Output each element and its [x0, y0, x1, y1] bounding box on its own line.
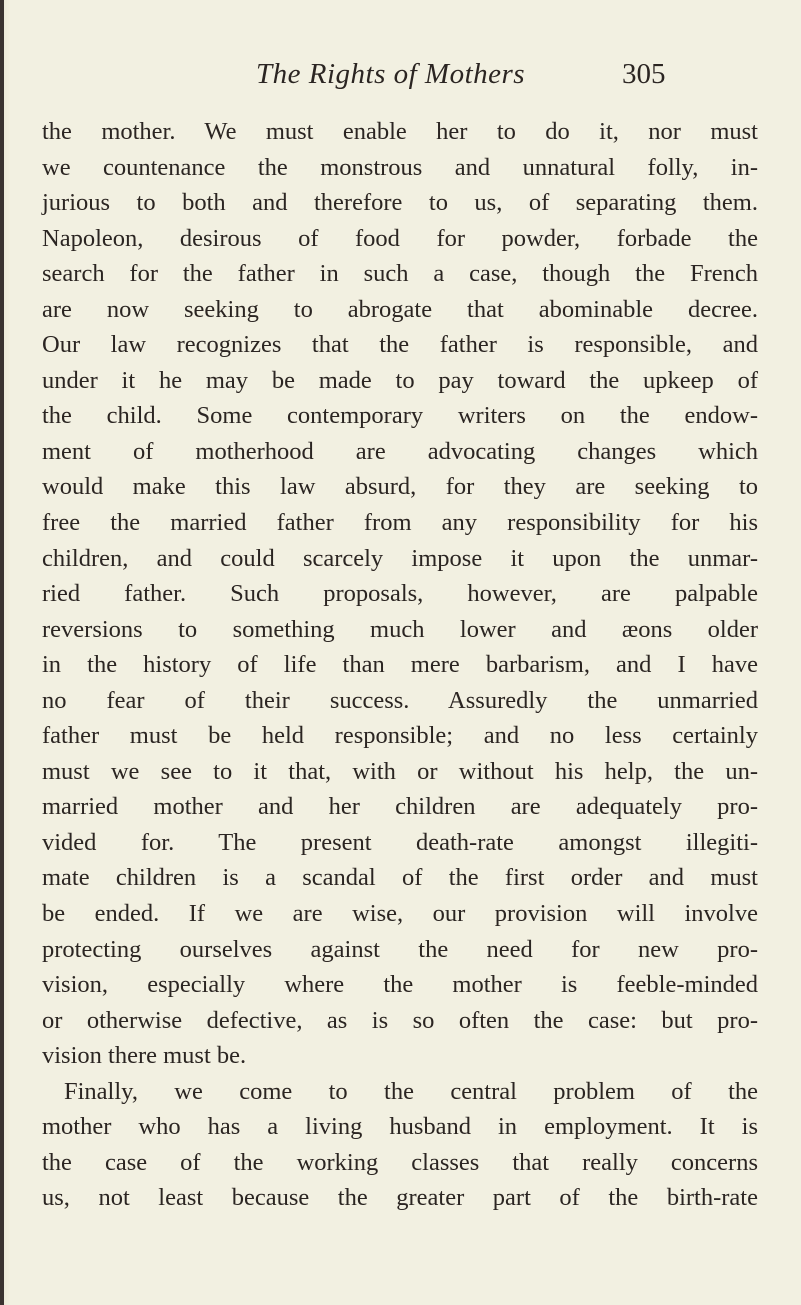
text-line: must we see to it that, with or without his help, the un-: [42, 757, 758, 785]
text-line: jurious to both and therefore to us, of separating them.: [42, 189, 758, 217]
text-line: in the history of life than mere barbarism, and I have: [42, 651, 758, 679]
text-line: or otherwise defective, as is so often the case: but pro-: [42, 1006, 758, 1034]
text-line: protecting ourselves against the need for new pro-: [42, 935, 758, 963]
text-line: are now seeking to abrogate that abominable decree.: [42, 295, 758, 323]
paragraph-first-line: Finally, we come to the central problem of the: [64, 1077, 758, 1105]
text-line: us, not least because the greater part of the birth-rate: [42, 1184, 758, 1212]
text-line: no fear of their success. Assuredly the unmarried: [42, 686, 758, 714]
body-text: [42, 114, 758, 1216]
page-number: 305: [622, 58, 666, 90]
text-line: reversions to something much lower and æons older: [42, 615, 758, 643]
running-head-title: The Rights of Mothers: [256, 58, 526, 90]
text-line: vided for. The present death-rate amongst illegiti-: [42, 828, 758, 856]
text-line: mother who has a living husband in employment. It is: [42, 1113, 758, 1141]
text-line: be ended. If we are wise, our provision will involve: [42, 900, 758, 928]
text-line: search for the father in such a case, though the French: [42, 260, 758, 288]
text-line: would make this law absurd, for they are seeking to: [42, 473, 758, 501]
text-line: children, and could scarcely impose it upon the unmar-: [42, 544, 758, 572]
text-line: ment of motherhood are advocating changes which: [42, 437, 758, 465]
text-line: ried father. Such proposals, however, are palpable: [42, 580, 758, 608]
text-line: the case of the working classes that really concerns: [42, 1148, 758, 1176]
text-line: mate children is a scandal of the first order and must: [42, 864, 758, 892]
text-line: the mother. We must enable her to do it, nor must: [42, 118, 758, 145]
paragraph-end-line: vision there must be.: [42, 1042, 247, 1070]
text-line: married mother and her children are adequately pro-: [42, 793, 758, 821]
page-binding-edge: [0, 0, 4, 1305]
text-line: father must be held responsible; and no less certainly: [42, 722, 758, 750]
text-line: vision, especially where the mother is feeble-minded: [42, 971, 758, 999]
text-line: Our law recognizes that the father is responsible, and: [42, 331, 758, 359]
text-line: the child. Some contemporary writers on the endow-: [42, 402, 758, 430]
text-line: we countenance the monstrous and unnatural folly, in-: [42, 153, 758, 181]
text-line: free the married father from any responsibility for his: [42, 509, 758, 537]
text-line: Napoleon, desirous of food for powder, forbade the: [42, 224, 758, 252]
text-line: under it he may be made to pay toward the upkeep of: [42, 366, 758, 394]
page-header: [0, 58, 801, 98]
